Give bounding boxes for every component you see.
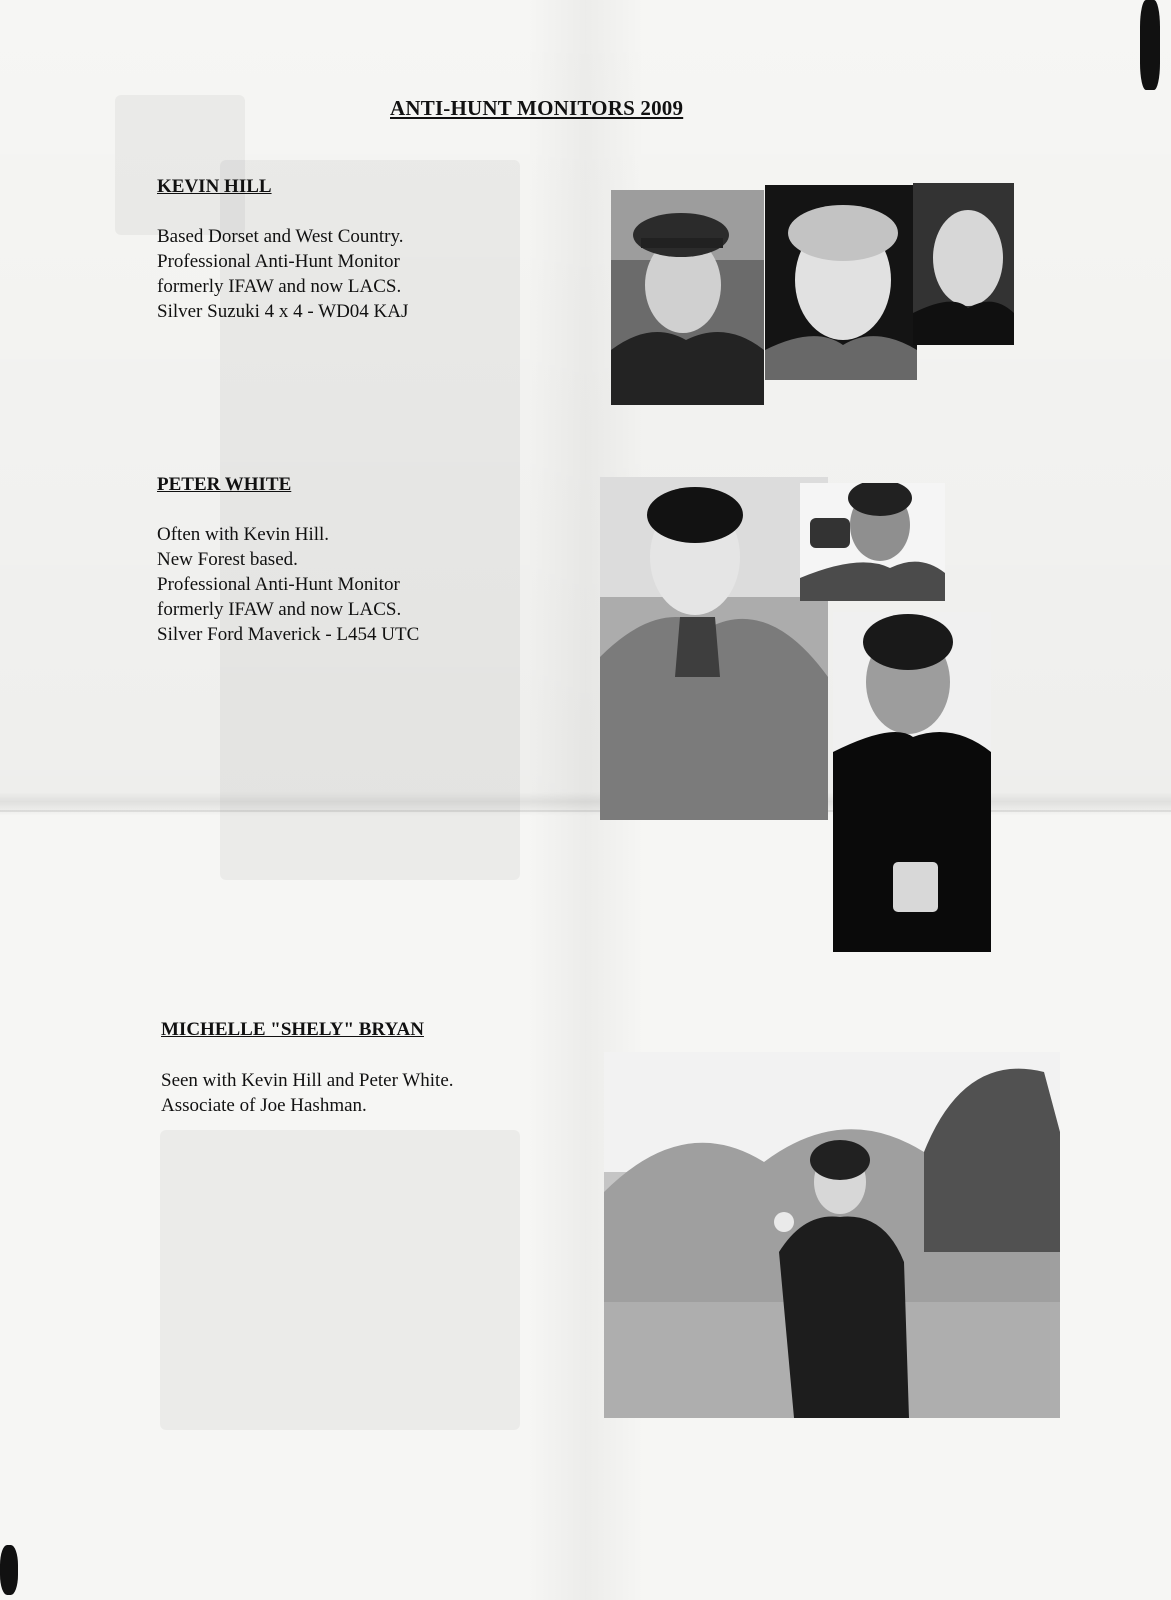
monitor-name-peter-white: PETER WHITE — [157, 474, 292, 495]
detail-line: Silver Ford Maverick - L454 UTC — [157, 624, 420, 645]
detail-line: Often with Kevin Hill. — [157, 524, 330, 545]
portrait-photo — [913, 183, 1014, 345]
ink-blot — [0, 1545, 18, 1595]
page-title: ANTI-HUNT MONITORS 2009 — [390, 96, 684, 120]
field-photo — [604, 1052, 1060, 1418]
paper-fold — [0, 810, 1171, 812]
portrait-photo — [600, 477, 828, 820]
monitor-details-peter-white — [157, 522, 419, 647]
bleed-through-mark — [160, 1130, 520, 1430]
detail-line: Seen with Kevin Hill and Peter White. — [161, 1070, 454, 1091]
monitor-name-kevin-hill: KEVIN HILL — [157, 176, 272, 197]
detail-line: Silver Suzuki 4 x 4 - WD04 KAJ — [157, 301, 409, 322]
portrait-photo — [765, 185, 917, 380]
detail-line: Professional Anti-Hunt Monitor — [157, 574, 400, 595]
monitor-details-michelle-bryan — [161, 1068, 454, 1118]
monitor-name-michelle-bryan: MICHELLE "SHELY" BRYAN — [161, 1019, 424, 1040]
portrait-photo — [833, 612, 991, 952]
portrait-photo — [611, 190, 764, 405]
ink-blot — [1140, 0, 1160, 90]
detail-line: Professional Anti-Hunt Monitor — [157, 251, 400, 272]
detail-line: formerly IFAW and now LACS. — [157, 599, 402, 620]
portrait-photo — [800, 483, 945, 601]
detail-line: Based Dorset and West Country. — [157, 226, 404, 247]
detail-line: formerly IFAW and now LACS. — [157, 276, 402, 297]
detail-line: New Forest based. — [157, 549, 298, 570]
monitor-details-kevin-hill — [157, 224, 408, 324]
detail-line: Associate of Joe Hashman. — [161, 1095, 367, 1116]
